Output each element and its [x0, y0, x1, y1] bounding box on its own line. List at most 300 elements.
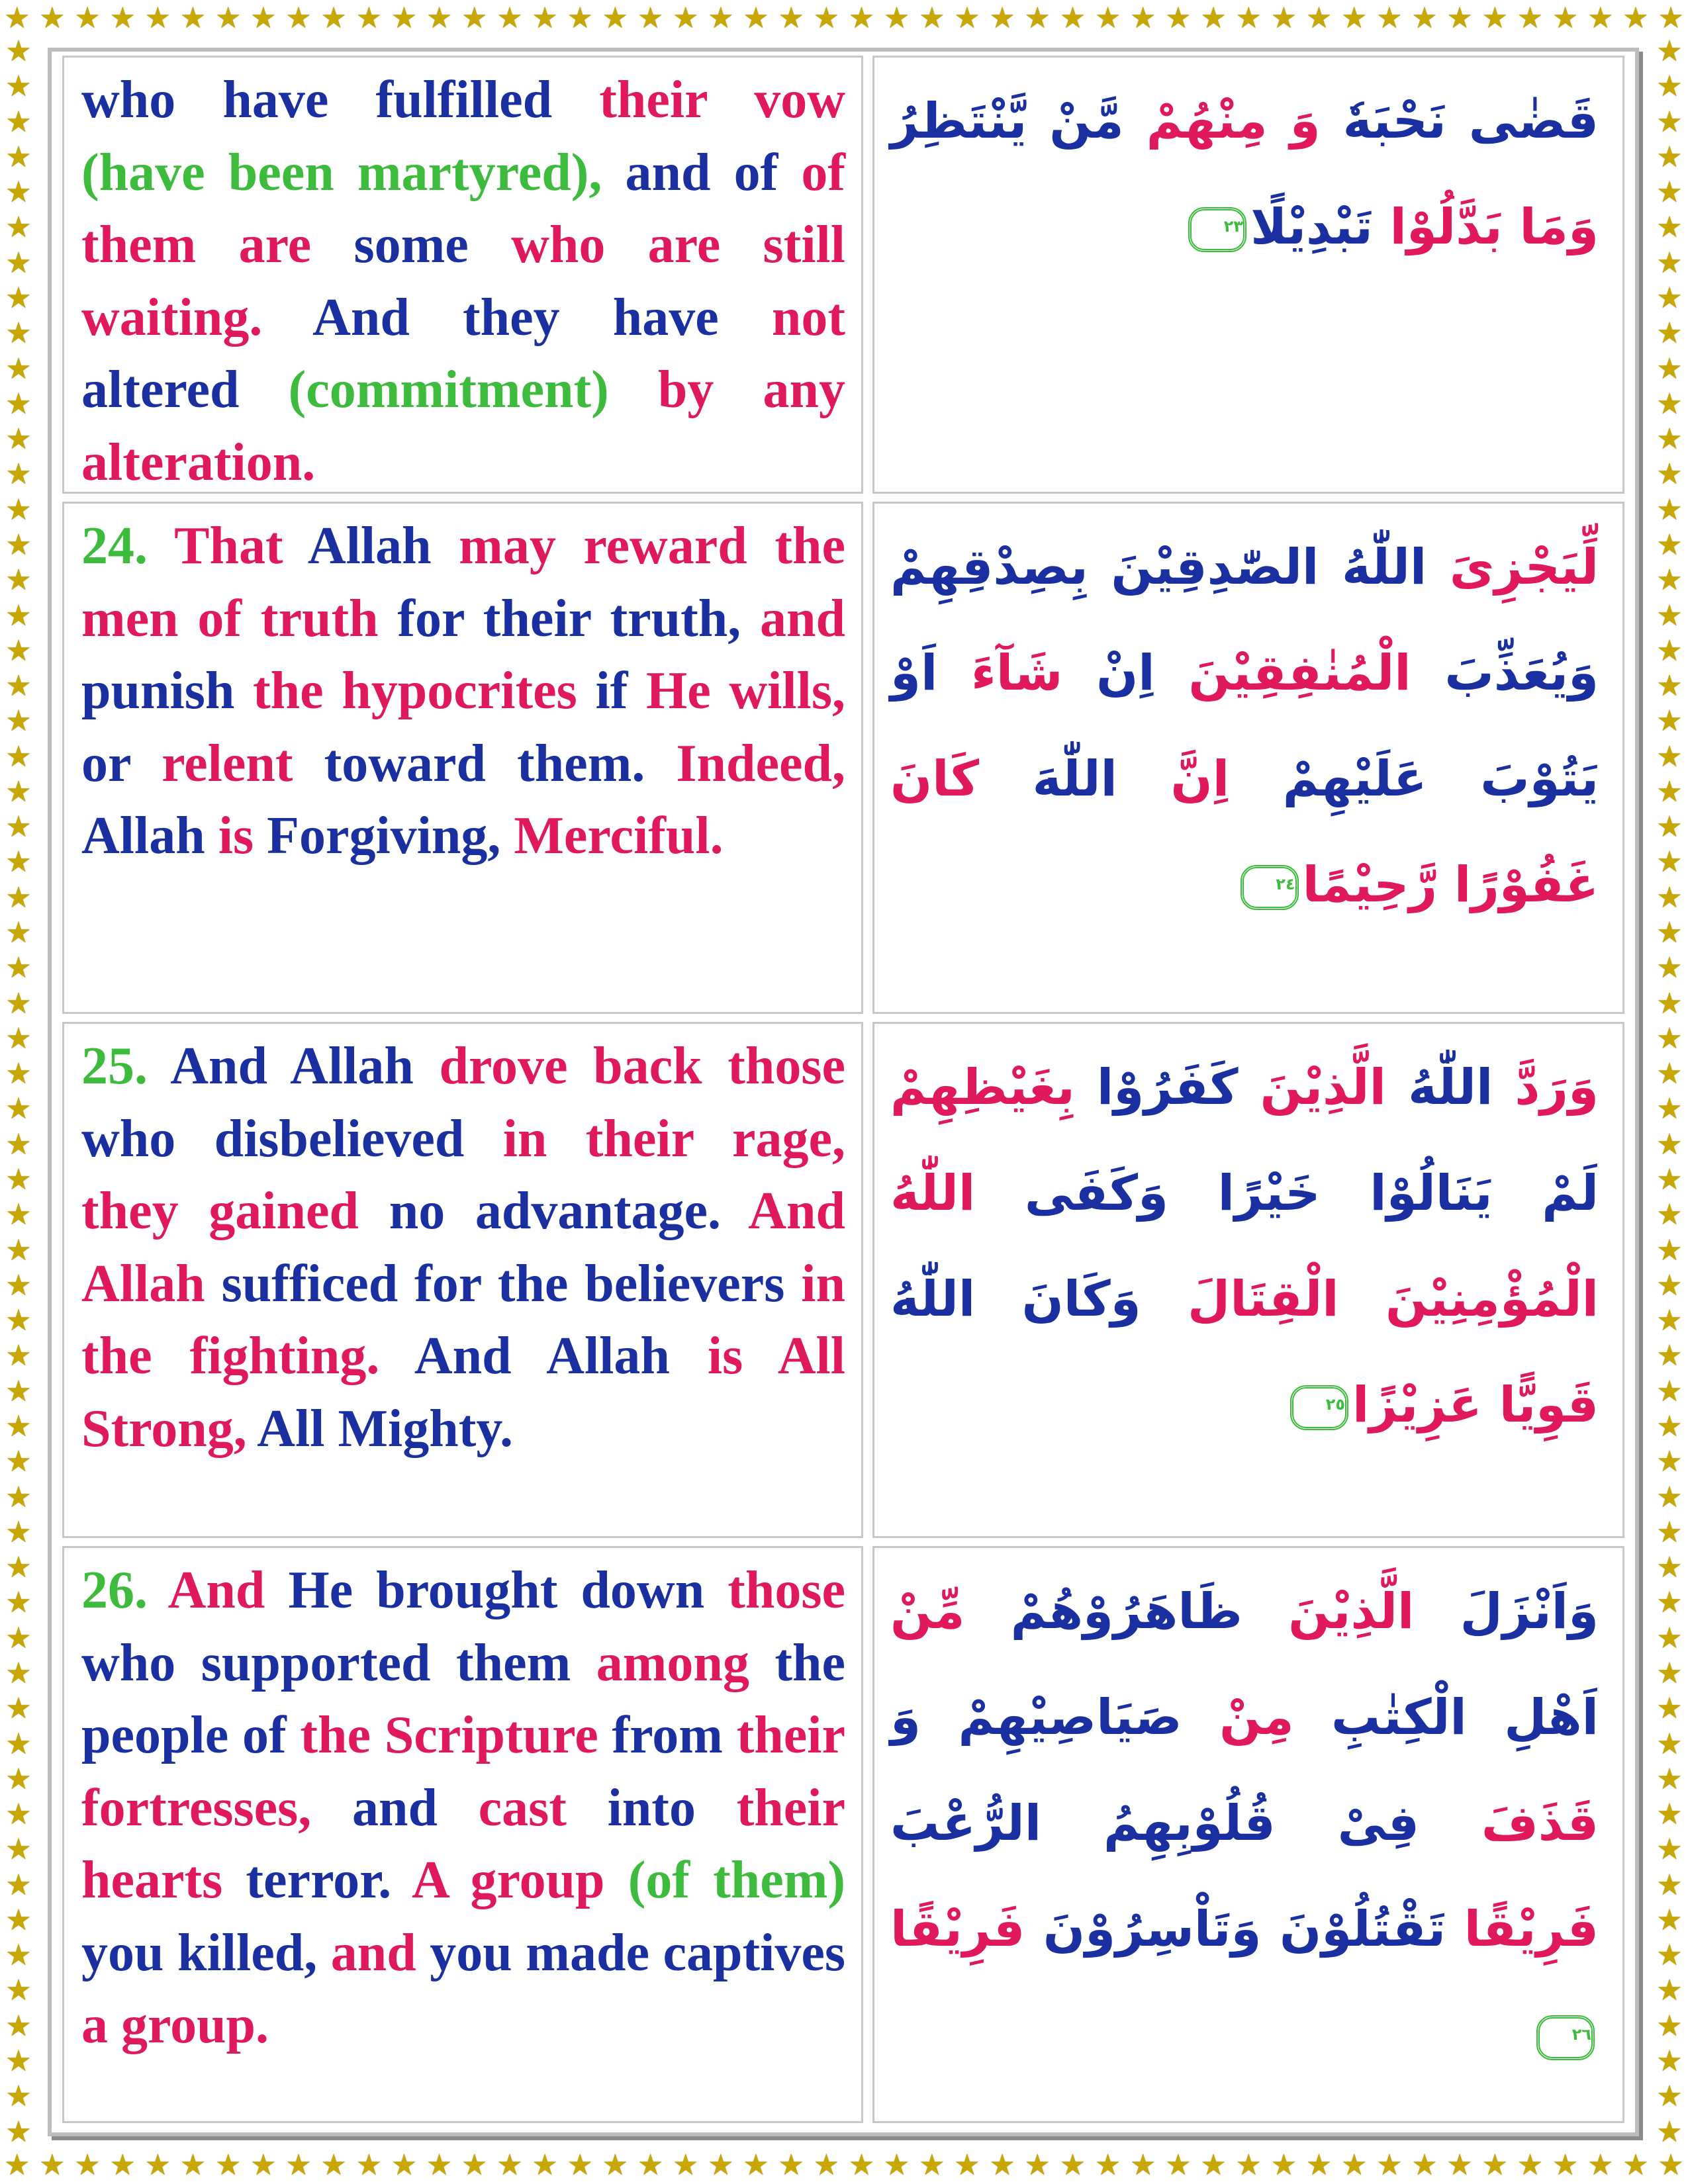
arabic-text-segment: ظَاهَرُوْهُمْ [964, 1583, 1243, 1640]
star-icon: ★ [5, 1939, 32, 1972]
arabic-text [890, 1034, 1599, 1458]
star-icon: ★ [1656, 1516, 1683, 1549]
star-icon: ★ [1658, 2149, 1684, 2181]
star-icon: ★ [1446, 2149, 1473, 2181]
english-text-segment: who are still waiting. [81, 216, 845, 347]
star-icon: ★ [1305, 2, 1333, 34]
english-text-segment: sufficed for the believers [205, 1254, 802, 1313]
arabic-text-segment: اَوْ [890, 645, 938, 702]
star-icon: ★ [1656, 1410, 1683, 1443]
star-icon: ★ [1376, 2149, 1403, 2181]
star-icon: ★ [1656, 1340, 1683, 1373]
english-text-segment: And they have [262, 288, 772, 347]
star-icon: ★ [5, 1234, 32, 1267]
star-icon: ★ [883, 2, 910, 34]
english-text-segment: may reward the men of truth [81, 517, 846, 648]
star-icon: ★ [1411, 2149, 1438, 2181]
star-icon: ★ [144, 2, 171, 34]
star-icon: ★ [708, 2149, 734, 2181]
arabic-text-segment: وَيُعَذِّبَ [1411, 645, 1599, 702]
star-icon: ★ [1656, 1058, 1683, 1091]
english-text-segment: their vow [599, 71, 845, 129]
star-icon: ★ [5, 599, 32, 632]
star-icon: ★ [5, 387, 32, 420]
star-icon: ★ [4, 2149, 30, 2181]
star-icon: ★ [5, 811, 32, 844]
english-text-segment: the Scripture [300, 1706, 598, 1764]
star-icon: ★ [1305, 2149, 1333, 2181]
star-icon: ★ [1656, 1199, 1683, 1232]
star-icon: ★ [5, 2045, 32, 2078]
star-icon: ★ [1656, 1939, 1683, 1972]
star-icon: ★ [144, 2149, 171, 2181]
english-text-segment: in their rage, they gained [81, 1109, 845, 1240]
english-text-segment: their hearts [81, 1778, 846, 1909]
star-icon: ★ [1656, 2009, 1683, 2042]
verse-table [48, 48, 1639, 2136]
star-icon: ★ [1656, 2080, 1683, 2113]
arabic-text-segment: الَّذِيْنَ [1242, 1583, 1415, 1640]
arabic-text [890, 514, 1599, 938]
star-icon: ★ [602, 2, 629, 34]
arabic-text-segment: صَيَاصِيْهِمْ وَ [890, 1689, 1182, 1746]
english-text-segment: cast [478, 1778, 567, 1837]
star-icon: ★ [5, 458, 32, 491]
star-icon: ★ [5, 1551, 32, 1584]
star-icon: ★ [5, 105, 32, 138]
star-icon: ★ [1656, 105, 1683, 138]
arabic-text-segment: يَتُوْبَ عَلَيْهِمْ [1229, 751, 1599, 807]
star-icon: ★ [1552, 2, 1579, 34]
english-text-segment: And Allah [81, 1182, 845, 1313]
english-text-segment: drove back those [439, 1037, 846, 1095]
star-icon: ★ [39, 2, 66, 34]
english-text-segment: who disbelieved [81, 1109, 503, 1168]
star-icon: ★ [1656, 317, 1683, 350]
english-text-segment: into [566, 1778, 737, 1837]
star-icon: ★ [1656, 881, 1683, 914]
star-icon: ★ [813, 2149, 840, 2181]
star-icon: ★ [1656, 2115, 1683, 2147]
star-icon: ★ [5, 1621, 32, 1655]
star-icon: ★ [1656, 705, 1683, 738]
star-icon: ★ [567, 2, 593, 34]
arabic-text-segment: وَرَدَّ [1493, 1059, 1599, 1116]
arabic-text-segment: تَبْدِيْلًا [1250, 199, 1373, 255]
english-translation [81, 1555, 845, 2062]
verse-number-badge: ٢٦ [1536, 2015, 1595, 2060]
english-text-segment: is All Strong, [81, 1327, 846, 1458]
star-icon: ★ [5, 1586, 32, 1619]
star-icon: ★ [5, 917, 32, 950]
star-icon: ★ [5, 740, 32, 773]
star-icon: ★ [5, 1269, 32, 1302]
star-icon: ★ [1656, 1621, 1683, 1655]
star-icon: ★ [1270, 2149, 1297, 2181]
star-icon: ★ [1024, 2149, 1051, 2181]
star-icon: ★ [5, 1199, 32, 1232]
star-icon: ★ [1552, 2149, 1579, 2181]
star-icon: ★ [1200, 2, 1227, 34]
arabic-text [890, 68, 1599, 280]
star-icon: ★ [1481, 2149, 1509, 2181]
english-text-segment: All Mighty. [246, 1399, 513, 1458]
english-text-segment: And Allah [148, 1037, 440, 1095]
english-text-segment: those [727, 1561, 846, 1619]
english-text-segment: punish [81, 662, 253, 720]
english-text-segment: and [760, 589, 845, 648]
star-icon: ★ [5, 1058, 32, 1091]
star-icon: ★ [637, 2149, 664, 2181]
star-icon: ★ [250, 2, 277, 34]
english-text-segment: Merciful. [514, 807, 724, 865]
arabic-text-segment: وَاَنْزَلَ [1414, 1583, 1599, 1640]
star-icon: ★ [1200, 2149, 1227, 2181]
star-icon: ★ [1130, 2149, 1156, 2181]
star-icon: ★ [1656, 1234, 1683, 1267]
arabic-text-segment: لَمْ يَنَالُوْا خَيْرًا [1168, 1165, 1599, 1222]
star-icon: ★ [989, 2149, 1015, 2181]
arabic-text-cell [872, 1022, 1624, 1538]
english-text-segment: 24. [81, 517, 148, 575]
star-icon: ★ [5, 140, 32, 173]
star-icon: ★ [5, 37, 32, 68]
english-text-segment: And [148, 1561, 289, 1619]
star-icon: ★ [179, 2149, 207, 2181]
english-text-segment: who have fulfilled [81, 71, 600, 129]
star-icon: ★ [1656, 1093, 1683, 1126]
star-icon: ★ [743, 2, 769, 34]
star-icon: ★ [5, 528, 32, 561]
star-icon: ★ [778, 2149, 804, 2181]
star-icon: ★ [1656, 352, 1683, 385]
star-icon: ★ [39, 2149, 66, 2181]
star-icon: ★ [5, 881, 32, 914]
arabic-text-segment: قَوِيًّا عَزِيْزًا [1352, 1377, 1599, 1433]
star-icon: ★ [5, 1340, 32, 1373]
star-icon: ★ [1656, 1551, 1683, 1584]
star-icon: ★ [5, 846, 32, 879]
arabic-text-segment: فَرِيْقًا [1446, 1901, 1599, 1958]
english-text-segment: terror. [222, 1851, 412, 1909]
english-text-segment: if [577, 662, 647, 720]
star-icon: ★ [5, 775, 32, 808]
english-text-segment: their fortresses, [81, 1706, 845, 1837]
english-text-segment: you killed, [81, 1923, 331, 1982]
star-icon: ★ [1340, 2, 1368, 34]
star-icon: ★ [1656, 1163, 1683, 1196]
star-icon: ★ [1656, 37, 1683, 68]
english-translation [81, 510, 845, 873]
star-icon: ★ [1446, 2, 1473, 34]
star-icon: ★ [1059, 2149, 1086, 2181]
star-icon: ★ [5, 1304, 32, 1338]
star-icon: ★ [1656, 1269, 1683, 1302]
arabic-text-segment: اللّٰهُ الصّٰدِقِيْنَ بِصِدْقِهِمْ [890, 539, 1427, 596]
star-icon: ★ [5, 2080, 32, 2113]
english-text-segment: from [598, 1706, 737, 1764]
star-icon: ★ [1656, 599, 1683, 632]
star-icon: ★ [919, 2, 945, 34]
english-text-segment: the people of [81, 1633, 845, 1764]
english-translation-cell [62, 1546, 863, 2123]
star-icon: ★ [5, 1833, 32, 1866]
english-text-segment: (commitment) [288, 361, 609, 419]
star-icon: ★ [1656, 634, 1683, 667]
star-icon: ★ [1656, 1833, 1683, 1866]
arabic-text-segment: الْمُنٰفِقِيْنَ [1154, 645, 1411, 702]
arabic-text-cell [872, 502, 1624, 1014]
star-icon: ★ [5, 1798, 32, 1831]
star-icon: ★ [496, 2, 523, 34]
english-text-segment: 25. [81, 1037, 148, 1095]
star-icon: ★ [848, 2149, 875, 2181]
english-text-segment: you made captives [416, 1923, 845, 1982]
english-text-segment: altered [81, 361, 289, 419]
english-text-segment: relent [162, 734, 293, 793]
english-text-segment: for their truth, [378, 589, 761, 648]
arabic-text-segment: مَّنْ يَّنْتَظِرُ [890, 93, 1124, 150]
star-icon: ★ [5, 1375, 32, 1408]
star-icon: ★ [1587, 2, 1614, 34]
star-icon: ★ [1656, 423, 1683, 456]
star-icon: ★ [1622, 2, 1649, 34]
arabic-text-segment: مِنْ [1182, 1689, 1294, 1746]
star-icon: ★ [1656, 1974, 1683, 2007]
star-icon: ★ [5, 493, 32, 526]
star-icon: ★ [1656, 1480, 1683, 1514]
verse-row-26 [62, 1546, 1624, 2123]
arabic-text-segment: وَ مِنْهُمْ [1123, 93, 1321, 150]
star-icon: ★ [5, 1093, 32, 1126]
star-icon: ★ [1656, 1586, 1683, 1619]
arabic-text-cell [872, 1546, 1624, 2123]
star-icon: ★ [5, 1692, 32, 1725]
english-text-segment: (of them) [628, 1851, 846, 1909]
arabic-text-segment: اَهْلِ الْكِتٰبِ [1293, 1689, 1599, 1746]
arabic-text [890, 1559, 1599, 2088]
verse-number-badge: ٢٥ [1290, 1385, 1348, 1430]
star-icon: ★ [1656, 1304, 1683, 1338]
star-icon: ★ [708, 2, 734, 34]
star-icon: ★ [883, 2149, 910, 2181]
star-icon: ★ [1235, 2, 1262, 34]
star-icon: ★ [1517, 2, 1544, 34]
english-text-segment [605, 1851, 628, 1909]
arabic-text-segment: تَقْتُلُوْنَ وَتَاْسِرُوْنَ [1025, 1901, 1446, 1958]
star-icon: ★ [1656, 246, 1683, 279]
star-icon: ★ [954, 2, 980, 34]
star-icon: ★ [1656, 1868, 1683, 1901]
star-icon: ★ [5, 1762, 32, 1796]
arabic-text-segment: كَانَ غَفُوْرًا رَّحِيْمًا [890, 751, 1599, 913]
english-text-segment: Forgiving, [254, 807, 514, 865]
star-icon: ★ [5, 211, 32, 244]
star-icon: ★ [1059, 2, 1086, 34]
english-text-segment: by any alteration. [81, 361, 846, 492]
arabic-text-segment: الرُّعْبَ [890, 1795, 1042, 1852]
star-icon: ★ [1656, 952, 1683, 985]
english-text-segment: in the fighting. [81, 1254, 845, 1385]
english-text-segment: And Allah [379, 1327, 708, 1385]
star-icon: ★ [5, 352, 32, 385]
english-text-segment: of them are [81, 143, 845, 274]
star-icon: ★ [1656, 140, 1683, 173]
star-icon: ★ [496, 2149, 523, 2181]
arabic-text-segment: قَضٰى نَحْبَهٗ [1320, 93, 1599, 150]
arabic-text-segment: قَذَفَ [1419, 1795, 1599, 1852]
star-icon: ★ [637, 2, 664, 34]
star-icon: ★ [5, 423, 32, 456]
arabic-text-segment: مِّنْ [890, 1583, 965, 1640]
star-icon: ★ [1656, 281, 1683, 314]
english-text-segment: and [311, 1778, 479, 1837]
star-icon: ★ [214, 2, 242, 34]
verse-number-badge: ٢٣ [1188, 207, 1246, 252]
english-text-segment: the hypocrites [253, 662, 577, 720]
english-text-segment: He wills, [646, 662, 845, 720]
star-icon: ★ [743, 2149, 769, 2181]
english-text-segment: A group [412, 1851, 605, 1909]
arabic-text-segment: اِنَّ [1117, 751, 1230, 807]
star-border-right [1651, 37, 1688, 2147]
star-icon: ★ [1587, 2149, 1614, 2181]
star-icon: ★ [5, 317, 32, 350]
arabic-text-segment: اللّٰهُ الْمُؤْمِنِيْنَ [890, 1165, 1599, 1328]
star-icon: ★ [1656, 70, 1683, 103]
star-icon: ★ [848, 2, 875, 34]
star-icon: ★ [1622, 2149, 1649, 2181]
star-icon: ★ [5, 1903, 32, 1936]
star-border-left [0, 37, 37, 2147]
star-icon: ★ [5, 1480, 32, 1514]
star-icon: ★ [1656, 846, 1683, 879]
star-icon: ★ [426, 2149, 453, 2181]
star-icon: ★ [1165, 2149, 1192, 2181]
star-icon: ★ [1656, 917, 1683, 950]
star-icon: ★ [74, 2149, 101, 2181]
star-icon: ★ [532, 2149, 558, 2181]
star-icon: ★ [1656, 775, 1683, 808]
star-icon: ★ [532, 2, 558, 34]
english-translation-cell [62, 502, 863, 1014]
star-icon: ★ [5, 1516, 32, 1549]
star-icon: ★ [355, 2149, 383, 2181]
english-translation [81, 64, 845, 494]
star-icon: ★ [1656, 493, 1683, 526]
star-icon: ★ [461, 2, 488, 34]
star-icon: ★ [5, 1163, 32, 1196]
star-icon: ★ [1656, 387, 1683, 420]
arabic-text-segment: الَّذِيْنَ [1238, 1059, 1386, 1116]
star-icon: ★ [5, 176, 32, 209]
english-text-segment: no advantage. [359, 1182, 749, 1240]
star-icon: ★ [1656, 2045, 1683, 2078]
star-icon: ★ [919, 2149, 945, 2181]
english-text-segment: a group. [81, 1996, 269, 2054]
star-icon: ★ [778, 2, 804, 34]
star-icon: ★ [5, 564, 32, 597]
star-icon: ★ [5, 2009, 32, 2042]
star-icon: ★ [4, 2, 30, 34]
star-icon: ★ [1656, 1657, 1683, 1690]
arabic-text-segment: وَمَا بَدَّلُوْا [1372, 199, 1599, 255]
star-icon: ★ [1656, 176, 1683, 209]
star-icon: ★ [1656, 1903, 1683, 1936]
star-icon: ★ [5, 70, 32, 103]
star-icon: ★ [1656, 670, 1683, 703]
star-icon: ★ [1656, 811, 1683, 844]
english-text-segment: and [330, 1923, 416, 1982]
star-icon: ★ [5, 987, 32, 1020]
star-icon: ★ [5, 1974, 32, 2007]
star-icon: ★ [426, 2, 453, 34]
arabic-text-segment: فِىْ قُلُوْبِهِمُ [1041, 1795, 1419, 1852]
english-text-segment [609, 361, 658, 419]
english-text-segment: who supported them [81, 1633, 596, 1692]
star-icon: ★ [109, 2, 136, 34]
star-icon: ★ [1024, 2, 1051, 34]
star-icon: ★ [1411, 2, 1438, 34]
star-icon: ★ [1656, 1727, 1683, 1760]
star-icon: ★ [672, 2, 699, 34]
english-translation [81, 1030, 845, 1465]
english-text-segment: not [771, 288, 845, 347]
star-icon: ★ [250, 2149, 277, 2181]
english-text-segment: or [81, 734, 162, 793]
star-icon: ★ [1656, 740, 1683, 773]
arabic-text-segment: لِّيَجْزِىَ [1427, 539, 1599, 596]
english-text-segment: toward them. [293, 734, 677, 793]
star-icon: ★ [954, 2149, 980, 2181]
star-icon: ★ [1094, 2, 1121, 34]
star-icon: ★ [567, 2149, 593, 2181]
star-icon: ★ [391, 2, 418, 34]
star-icon: ★ [1656, 564, 1683, 597]
star-icon: ★ [5, 281, 32, 314]
star-icon: ★ [5, 1445, 32, 1479]
star-icon: ★ [1094, 2149, 1121, 2181]
star-icon: ★ [320, 2, 347, 34]
star-icon: ★ [813, 2, 840, 34]
verse-row-24 [62, 502, 1624, 1014]
english-text-segment: and of [602, 143, 802, 202]
star-icon: ★ [285, 2149, 312, 2181]
arabic-text-segment: اللّٰهُ [1385, 1059, 1493, 1116]
verse-row-25 [62, 1022, 1624, 1538]
star-border-top [0, 0, 1688, 37]
star-icon: ★ [5, 1128, 32, 1161]
english-translation-cell [62, 1022, 863, 1538]
star-icon: ★ [672, 2149, 699, 2181]
star-icon: ★ [1656, 1798, 1683, 1831]
star-icon: ★ [1656, 1128, 1683, 1161]
arabic-text-segment: اللّٰهَ [978, 751, 1117, 807]
star-icon: ★ [1656, 211, 1683, 244]
star-icon: ★ [5, 2115, 32, 2147]
star-icon: ★ [1656, 1762, 1683, 1796]
star-icon: ★ [1656, 528, 1683, 561]
star-icon: ★ [1340, 2149, 1368, 2181]
star-icon: ★ [320, 2149, 347, 2181]
star-icon: ★ [602, 2149, 629, 2181]
star-icon: ★ [109, 2149, 136, 2181]
arabic-text-segment: اِنْ [1062, 645, 1155, 702]
english-text-segment: is [218, 807, 254, 865]
star-icon: ★ [1270, 2, 1297, 34]
star-icon: ★ [1656, 458, 1683, 491]
arabic-text-segment: شَآءَ [937, 645, 1063, 702]
